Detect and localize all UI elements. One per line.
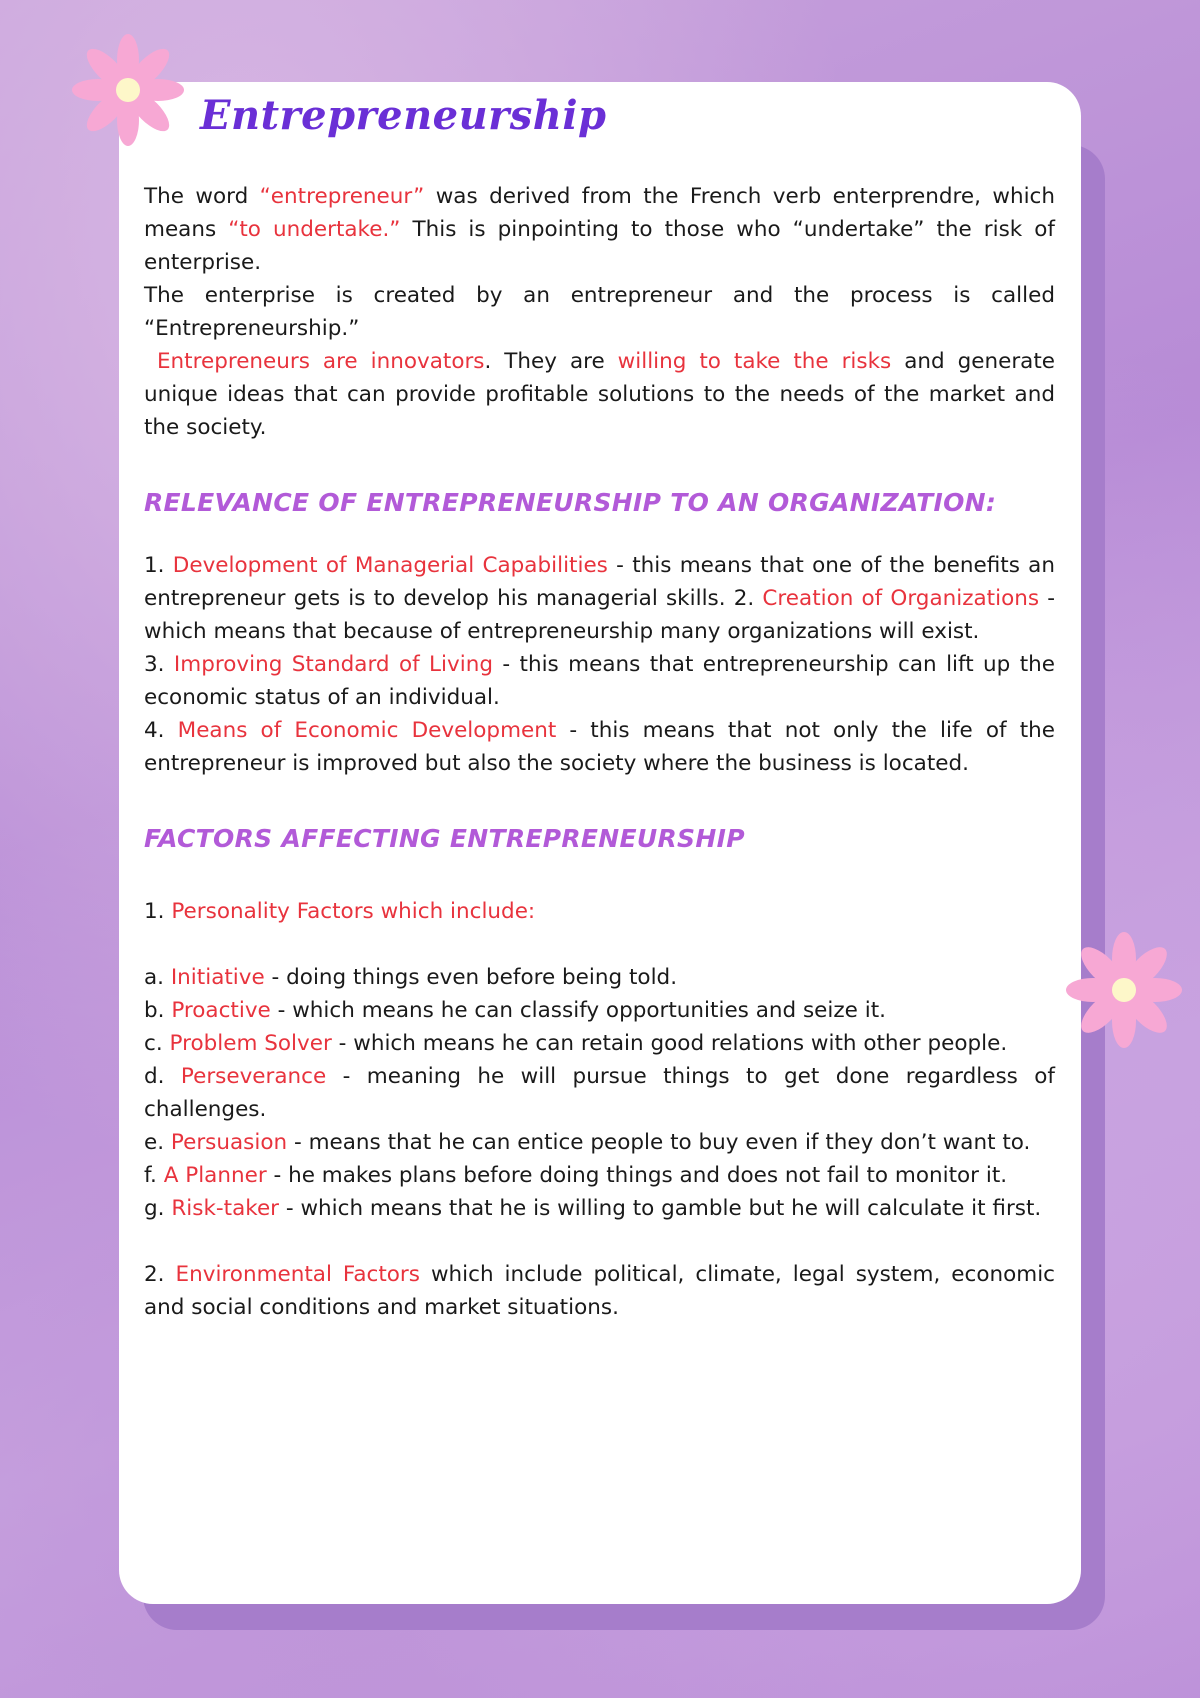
highlight-term: Risk-taker: [171, 1196, 280, 1221]
highlight-term: Development of Managerial Capabilities: [172, 553, 608, 578]
highlight-term: Creation of Organizations: [762, 586, 1040, 611]
highlight-term: Means of Economic Development: [177, 718, 557, 743]
list-item: a. Initiative - doing things even before being told.: [144, 965, 678, 990]
section-heading-factors: FACTORS AFFECTING ENTREPRENEURSHIP: [144, 824, 745, 853]
section-heading-relevance: RELEVANCE OF ENTREPRENEURSHIP TO AN ORGANIZATION:: [144, 488, 997, 517]
highlight-term: Persuasion: [170, 1130, 288, 1155]
list-item: e. Persuasion - means that he can entice people to buy even if they don’t want to.: [144, 1130, 1031, 1155]
highlight-term: Improving Standard of Living: [173, 652, 493, 677]
intro-paragraph: The enterprise is created by an entrepreneur and the process is called “Entrepreneurship.”: [144, 283, 1055, 341]
flower-icon: [68, 30, 188, 150]
intro-paragraph: Entrepreneurs are innovators. They are willing to take the risks and generate unique ideas that can provide profitable solutions to the needs of the market and the society.: [144, 349, 1055, 440]
highlight-term: Environmental Factors: [175, 1262, 420, 1287]
list-item: b. Proactive - which means he can classify opportunities and seize it.: [144, 998, 886, 1023]
list-item: d. Perseverance - meaning he will pursue things to get done regardless of challenges.: [144, 1064, 1055, 1122]
highlight-term: Problem Solver: [169, 1031, 332, 1056]
highlight-term: Personality Factors which include:: [171, 899, 536, 924]
document-body: [144, 180, 1055, 1324]
list-item: 4. Means of Economic Development - this means that not only the life of the entrepreneur is improved but also the society where the business is located.: [144, 718, 1056, 776]
flower-icon: [1062, 928, 1186, 1052]
list-item: f. A Planner - he makes plans before doing things and does not fail to monitor it.: [144, 1163, 1008, 1188]
list-item: g. Risk-taker - which means that he is willing to gamble but he will calculate it first.: [144, 1196, 1042, 1221]
highlight-term: willing to take the risks: [617, 349, 892, 374]
page-title: Entrepreneurship: [200, 92, 607, 139]
highlight-term: Entrepreneurs are innovators: [156, 349, 485, 374]
list-item: 2. Environmental Factors which include political, climate, legal system, economic and social conditions and market situations.: [144, 1262, 1056, 1320]
list-item: 1. Development of Managerial Capabilities - this means that one of the benefits an entrepreneur gets is to develop his managerial skills. 2. Creation of Organizations - which means that because of entrepreneurship many organizations will exist.: [144, 553, 1055, 644]
highlight-term: Proactive: [171, 998, 271, 1023]
highlight-term: Perseverance: [180, 1064, 327, 1089]
list-item: c. Problem Solver - which means he can retain good relations with other people.: [144, 1031, 1008, 1056]
highlight-term: Initiative: [170, 965, 265, 990]
highlight-term: “entrepreneur”: [259, 184, 425, 209]
highlight-term: A Planner: [163, 1163, 267, 1188]
intro-paragraph: The word “entrepreneur” was derived from the French verb enterprendre, which means “to undertake.” This is pinpointing to those who “undertake” the risk of enterprise.: [144, 184, 1056, 275]
list-item: 3. Improving Standard of Living - this means that entrepreneurship can lift up the economic status of an individual.: [144, 652, 1055, 710]
highlight-term: “to undertake.”: [228, 217, 401, 242]
list-item: 1. Personality Factors which include:: [144, 899, 536, 924]
